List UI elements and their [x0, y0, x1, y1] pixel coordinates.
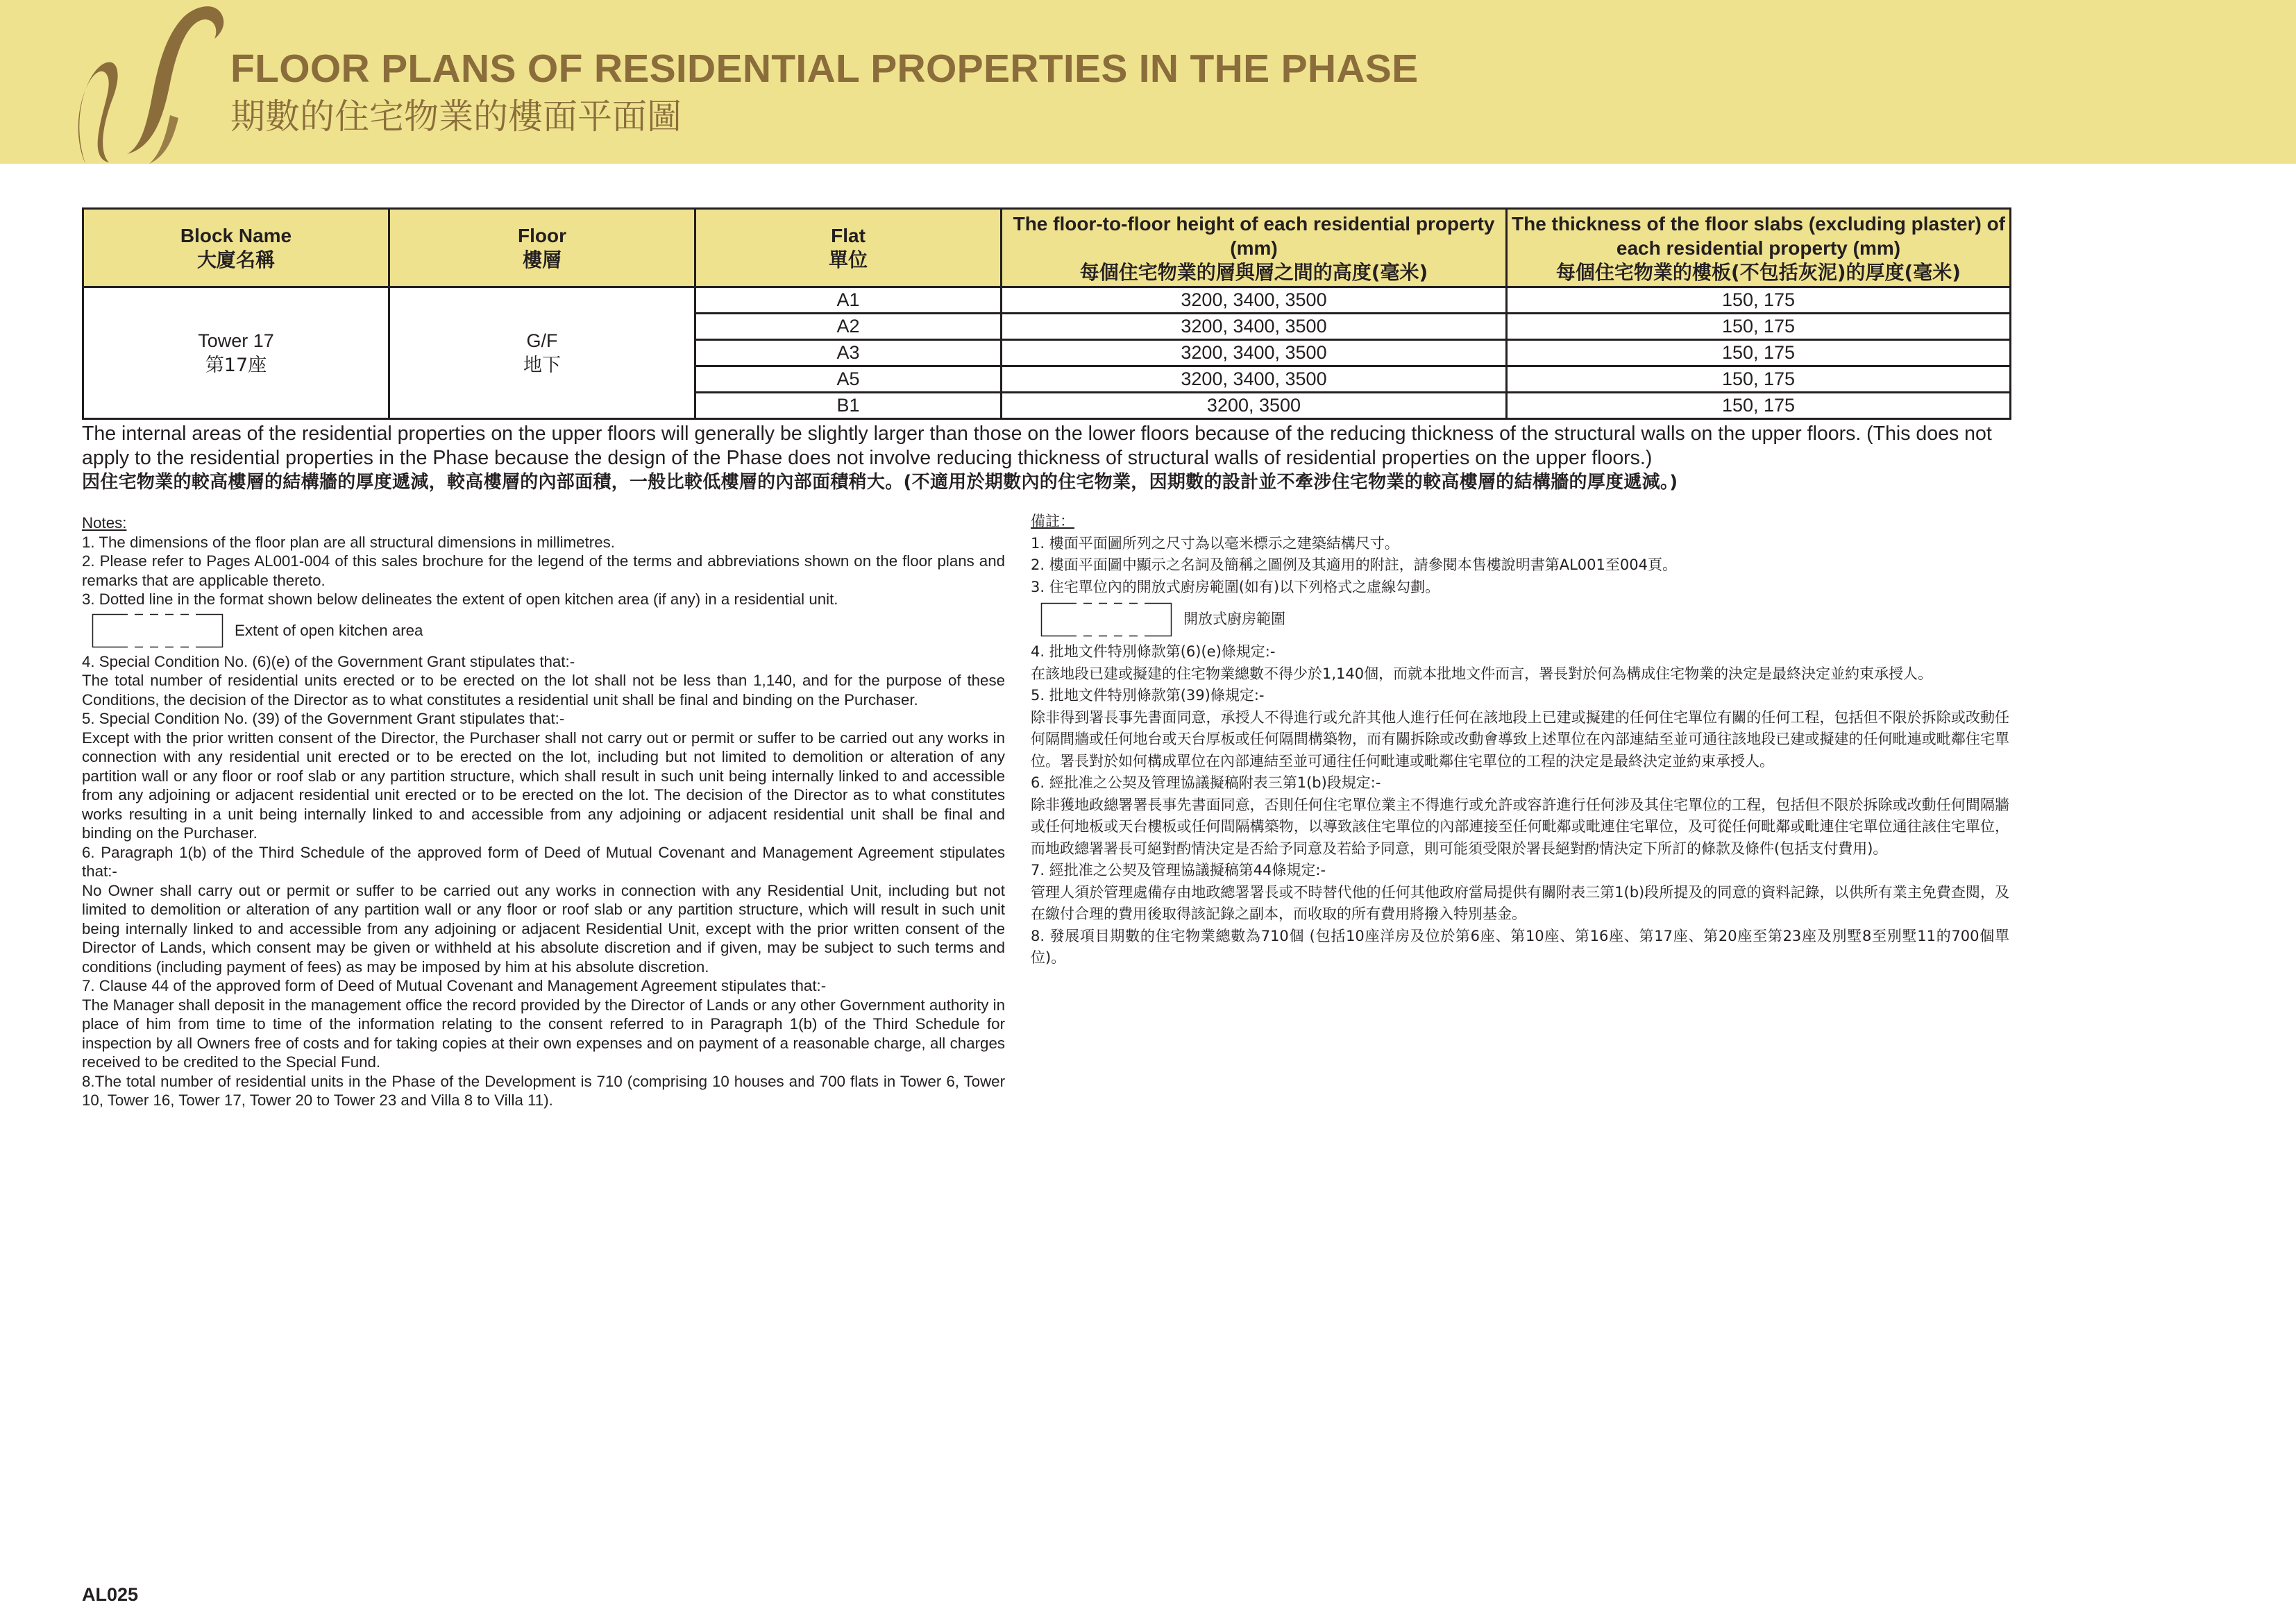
- cell-thickness: 150, 175: [1507, 340, 2011, 366]
- cell-thickness: 150, 175: [1507, 287, 2011, 314]
- header-floor-height: [1002, 209, 1507, 287]
- note-7-title: 7. Clause 44 of the approved form of Deed of Mutual Covenant and Management Agreement stipulates that:-: [82, 977, 827, 994]
- header-block-name-zh: 大廈名稱: [196, 248, 275, 271]
- cell-thickness: 150, 175: [1507, 366, 2011, 393]
- note-zh-7-body: 管理人須於管理處備存由地政總署署長或不時替代他的任何其他政府當局提供有關附表三第1(b)段所提及的同意的資料記錄，以供所有業主免費查閱，及在繳付合理的費用後取得該記錄之副本，而收取的所有費用將撥入特別基金。: [1031, 883, 2009, 922]
- legend-label-zh: 開放式廚房範圍: [1183, 611, 1285, 628]
- table-row: [83, 287, 2011, 314]
- internal-area-note: [82, 422, 2018, 495]
- header-floor: [389, 209, 695, 287]
- notes-english: [82, 513, 1005, 1110]
- block-name-en: Tower 17: [198, 330, 274, 351]
- page-title-chinese: 期數的住宅物業的樓面平面圖: [230, 96, 682, 137]
- open-kitchen-legend-zh: [1031, 598, 2009, 641]
- header-flat-zh: 單位: [828, 248, 868, 271]
- note-3: 3. Dotted line in the format shown below delineates the extent of open kitchen area (if any) in a residential unit.: [82, 590, 838, 608]
- note-6-title: 6. Paragraph 1(b) of the Third Schedule of the approved form of Deed of Mutual Covenant and Management Agreement stipulates that:-: [82, 843, 1005, 880]
- header-block-name: [83, 209, 389, 287]
- internal-area-note-en: The internal areas of the residential properties on the upper floors will generally be slightly larger than those on the lower floors because of the reducing thickness of the structural walls on the upper floors. (This does not apply to the residential properties in the Phase because the design of the Phase does not involve reducing thickness of structural walls of residential properties on the upper floors.): [82, 423, 1992, 469]
- header-block-name-en: Block Name: [180, 225, 292, 246]
- note-zh-4-title: 4. 批地文件特別條款第(6)(e)條規定:-: [1031, 643, 1276, 660]
- header-slab-thickness-en: The thickness of the floor slabs (excluding plaster) of each residential property (mm): [1511, 212, 2005, 259]
- note-zh-3: 3. 住宅單位內的開放式廚房範圍(如有)以下列格式之虛線勾劃。: [1031, 578, 1440, 595]
- table-header-row: [83, 209, 2011, 287]
- cell-height: 3200, 3400, 3500: [1002, 340, 1507, 366]
- note-zh-6-title: 6. 經批准之公契及管理協議擬稿附表三第1(b)段規定:-: [1031, 774, 1381, 791]
- floor-zh: 地下: [523, 354, 561, 376]
- cell-flat: B1: [695, 393, 1002, 419]
- note-zh-8: 8. 發展項目期數的住宅物業總數為710個 (包括10座洋房及位於第6座、第10座、第16座、第17座、第20座至第23座及別墅8至別墅11的700個單位)。: [1031, 927, 2009, 966]
- cell-block-name: [83, 287, 389, 419]
- notes-heading-zh: 備註：: [1031, 513, 1074, 529]
- block-name-zh: 第17座: [205, 354, 267, 376]
- note-7-body: The Manager shall deposit in the management office the record provided by the Director of Lands or any other Government authority in place of him from time to time of the information relating to the consent referred to in Paragraph 1(b) of the Third Schedule for inspection by all Owners free of costs and for taking copies at their own expenses and on payment of a reasonable charge, all charges received to be credited to the Special Fund.: [82, 996, 1005, 1071]
- header-floor-en: Floor: [518, 225, 566, 246]
- floor-en: G/F: [526, 330, 558, 351]
- note-zh-4-body: 在該地段已建或擬建的住宅物業總數不得少於1,140個，而就本批地文件而言，署長對於何為構成住宅物業的決定是最終決定並約束承授人。: [1031, 665, 1933, 682]
- note-5-title: 5. Special Condition No. (39) of the Government Grant stipulates that:-: [82, 710, 565, 727]
- note-5-body: Except with the prior written consent of the Director, the Purchaser shall not carry out or permit or suffer to be carried out any works in connection with any residential unit erected or to be erected on the lot, including but not limited to demolition or alteration of any partition wall or any floor or roof slab or any partition structure, which shall result in such unit being internally linked to and accessible from any adjoining or adjacent residential unit erected or to be erected on the lot. The decision of the Director as to what constitutes works resulting in a unit being internally linked to and accessible from any adjoining or adjacent residential unit shall be final and binding on the Purchaser.: [82, 729, 1005, 842]
- cell-height: 3200, 3400, 3500: [1002, 366, 1507, 393]
- note-2: 2. Please refer to Pages AL001-004 of this sales brochure for the legend of the terms and abbreviations shown on the floor plans and remarks that are applicable thereto.: [82, 552, 1005, 589]
- page-number: AL025: [82, 1584, 139, 1605]
- cell-height: 3200, 3400, 3500: [1002, 314, 1507, 340]
- brand-ribbon-logo: [73, 0, 226, 164]
- note-zh-1: 1. 樓面平面圖所列之尺寸為以毫米標示之建築結構尺寸。: [1031, 534, 1399, 552]
- cell-height: 3200, 3500: [1002, 393, 1507, 419]
- note-4-title: 4. Special Condition No. (6)(e) of the Government Grant stipulates that:-: [82, 652, 575, 670]
- cell-thickness: 150, 175: [1507, 393, 2011, 419]
- cell-flat: A5: [695, 366, 1002, 393]
- cell-height: 3200, 3400, 3500: [1002, 287, 1507, 314]
- notes-chinese: [1031, 511, 2009, 969]
- note-zh-5-title: 5. 批地文件特別條款第(39)條規定:-: [1031, 687, 1265, 704]
- note-zh-6-body: 除非獲地政總署署長事先書面同意，否則任何住宅單位業主不得進行或允許或容許進行任何涉及其住宅單位的工程，包括但不限於拆除或改動任何間隔牆或任何地板或天台樓板或任何間隔構築物，以導致該住宅單位的內部連接至任何毗鄰或毗連住宅單位，及可從任何毗鄰或毗連住宅單位通往該住宅單位，而地政總署署長可絕對酌情決定是否給予同意及若給予同意，則可能須受限於署長絕對酌情決定下所訂的條款及條件(包括支付費用)。: [1031, 796, 2009, 857]
- note-4-body: The total number of residential units erected or to be erected on the lot shall not be less than 1,140, and for the purpose of these Conditions, the decision of the Director as to what constitutes a residential unit shall be final and binding on the Purchaser.: [82, 672, 1005, 708]
- internal-area-note-zh: 因住宅物業的較高樓層的結構牆的厚度遞減，較高樓層的內部面積，一般比較低樓層的內部面積稍大。(不適用於期數內的住宅物業，因期數的設計並不牽涉住宅物業的較高樓層的結構牆的厚度遞減。): [82, 472, 1678, 493]
- legend-label: Extent of open kitchen area: [235, 621, 423, 639]
- header-flat: [695, 209, 1002, 287]
- page-title: FLOOR PLANS OF RESIDENTIAL PROPERTIES IN THE PHASE: [230, 46, 1419, 91]
- header-flat-en: Flat: [831, 225, 866, 246]
- floor-spec-table: [82, 207, 2011, 420]
- header-floor-zh: 樓層: [522, 248, 562, 271]
- cell-floor: [389, 287, 695, 419]
- cell-flat: A2: [695, 314, 1002, 340]
- note-1: 1. The dimensions of the floor plan are all structural dimensions in millimetres.: [82, 533, 615, 551]
- note-zh-5-body: 除非得到署長事先書面同意，承授人不得進行或允許其他人進行任何在該地段上已建或擬建的任何住宅單位有關的任何工程，包括但不限於拆除或改動任何隔間牆或任何地台或天台厚板或任何隔間構築物，而有關拆除或改動會導致上述單位在內部連結至並可通往該地段已建或擬建的任何毗連或毗鄰住宅單位。署長對於如何構成單位在內部連結至並可通往任何毗連或毗鄰住宅單位的工程的決定是最終決定並約束承授人。: [1031, 708, 2009, 770]
- note-8: 8.The total number of residential units in the Phase of the Development is 710 (comprising 10 houses and 700 flats in Tower 6, Tower 10, Tower 16, Tower 17, Tower 20 to Tower 23 and Villa 8 to Villa 11).: [82, 1072, 1005, 1109]
- header-floor-height-en: The floor-to-floor height of each residential property (mm): [1013, 212, 1495, 259]
- header-floor-height-zh: 每個住宅物業的層與層之間的高度(毫米): [1079, 260, 1428, 284]
- open-kitchen-dashed-box-icon: [92, 613, 223, 648]
- note-zh-2: 2. 樓面平面圖中顯示之名詞及簡稱之圖例及其適用的附註，請參閱本售樓說明書第AL001至004頁。: [1031, 556, 1677, 573]
- header-slab-thickness-zh: 每個住宅物業的樓板(不包括灰泥)的厚度(毫米): [1555, 260, 1961, 284]
- notes-heading: Notes:: [82, 514, 127, 532]
- note-zh-7-title: 7. 經批准之公契及管理協議擬稿第44條規定:-: [1031, 862, 1326, 878]
- note-6-body: No Owner shall carry out or permit or suffer to be carried out any works in connection with any Residential Unit, including but not limited to demolition or alteration of any partition wall or any floor or roof slab or any partition structure, which will result in such unit being internally linked to and accessible from any adjoining or adjacent Residential Unit, except with the prior written consent of the Director of Lands, which consent may be given or withheld at his absolute discretion and if given, may be subject to such terms and conditions (including payment of fees) as may be imposed by him at his absolute discretion.: [82, 881, 1005, 976]
- cell-flat: A1: [695, 287, 1002, 314]
- open-kitchen-dashed-box-icon: [1040, 602, 1172, 637]
- cell-thickness: 150, 175: [1507, 314, 2011, 340]
- header-slab-thickness: [1507, 209, 2011, 287]
- cell-flat: A3: [695, 340, 1002, 366]
- open-kitchen-legend: [82, 609, 1005, 652]
